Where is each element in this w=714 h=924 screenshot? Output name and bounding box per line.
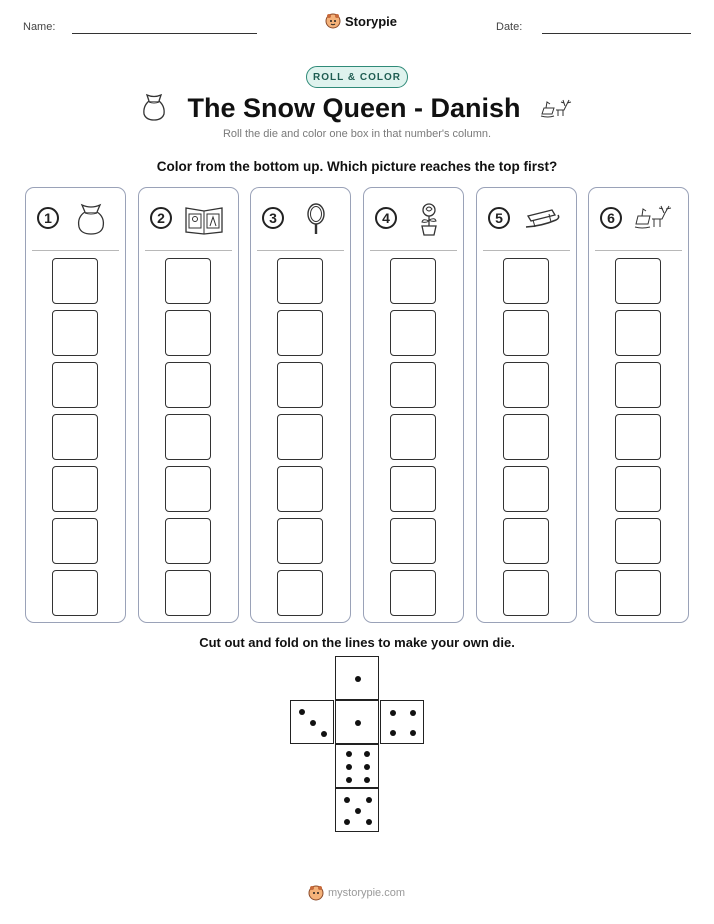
name-label: Name: (23, 21, 56, 33)
color-box[interactable] (615, 570, 661, 616)
column-number: 3 (262, 207, 284, 229)
pip (366, 797, 372, 803)
pip (390, 730, 396, 736)
color-box[interactable] (390, 362, 436, 408)
pip (355, 808, 361, 814)
footer (308, 885, 405, 901)
color-box[interactable] (52, 466, 98, 512)
die-face-5 (335, 788, 379, 832)
pip (344, 819, 350, 825)
column-number: 1 (37, 207, 59, 229)
title-text: The Snow Queen - Danish (187, 93, 521, 123)
die-face-1 (335, 656, 379, 700)
pip (344, 797, 350, 803)
color-box[interactable] (277, 258, 323, 304)
pip (355, 676, 361, 682)
color-box[interactable] (52, 362, 98, 408)
column-divider (257, 250, 344, 251)
pip (346, 751, 352, 757)
pip (299, 709, 305, 715)
column-4 (363, 187, 464, 623)
pip (410, 710, 416, 716)
pip (410, 730, 416, 736)
color-box[interactable] (52, 310, 98, 356)
color-box[interactable] (390, 518, 436, 564)
color-box[interactable] (503, 570, 549, 616)
instruction: Color from the bottom up. Which picture reaches the top first? (156, 159, 558, 174)
color-box[interactable] (390, 310, 436, 356)
color-box[interactable] (165, 310, 211, 356)
color-box[interactable] (165, 414, 211, 460)
pip (310, 720, 316, 726)
column-divider (595, 250, 682, 251)
brand-logo (325, 13, 397, 29)
mirror-icon (296, 202, 336, 236)
column-divider (145, 250, 232, 251)
die-face-3 (290, 700, 334, 744)
die-face-1 (335, 700, 379, 744)
color-box[interactable] (503, 466, 549, 512)
color-box[interactable] (390, 258, 436, 304)
page-title (0, 92, 714, 124)
column-divider (483, 250, 570, 251)
column-6 (588, 187, 689, 623)
color-box[interactable] (615, 466, 661, 512)
color-box[interactable] (615, 310, 661, 356)
book-icon (184, 202, 224, 236)
footer-url: mystorypie.com (328, 887, 406, 899)
sack-icon (71, 202, 111, 236)
pip (355, 720, 361, 726)
column-number: 5 (488, 207, 510, 229)
color-box[interactable] (390, 466, 436, 512)
color-box[interactable] (165, 258, 211, 304)
name-line[interactable] (72, 33, 257, 34)
pip (364, 777, 370, 783)
color-box[interactable] (277, 310, 323, 356)
column-number: 2 (150, 207, 172, 229)
die-face-4 (380, 700, 424, 744)
color-box[interactable] (615, 414, 661, 460)
color-box[interactable] (165, 362, 211, 408)
color-box[interactable] (277, 466, 323, 512)
column-number: 6 (600, 207, 622, 229)
pip (346, 764, 352, 770)
column-divider (370, 250, 457, 251)
color-box[interactable] (52, 258, 98, 304)
rose-icon (409, 202, 449, 236)
storypie-mascot-icon (325, 13, 341, 29)
color-box[interactable] (503, 518, 549, 564)
date-line[interactable] (542, 33, 691, 34)
column-1 (25, 187, 126, 623)
pip (364, 764, 370, 770)
column-5 (476, 187, 577, 623)
color-box[interactable] (277, 518, 323, 564)
brand-name: Storypie (345, 13, 398, 29)
pip (346, 777, 352, 783)
column-3 (250, 187, 351, 623)
pip (364, 751, 370, 757)
pip (366, 819, 372, 825)
color-box[interactable] (165, 570, 211, 616)
pip (390, 710, 396, 716)
date-label: Date: (496, 21, 523, 33)
die-net (290, 656, 426, 836)
color-box[interactable] (277, 570, 323, 616)
color-box[interactable] (615, 258, 661, 304)
color-box[interactable] (503, 258, 549, 304)
color-box[interactable] (277, 362, 323, 408)
color-box[interactable] (277, 414, 323, 460)
color-box[interactable] (615, 362, 661, 408)
reindeer-sleigh-icon (634, 202, 674, 236)
color-box[interactable] (165, 466, 211, 512)
color-box[interactable] (615, 518, 661, 564)
color-box[interactable] (165, 518, 211, 564)
color-box[interactable] (503, 362, 549, 408)
roll-color-badge: ROLL & COLOR (306, 66, 408, 88)
pip (321, 731, 327, 737)
color-box[interactable] (503, 310, 549, 356)
column-divider (32, 250, 119, 251)
color-box[interactable] (52, 570, 98, 616)
color-box[interactable] (52, 414, 98, 460)
storypie-mascot-icon (308, 885, 324, 901)
column-2 (138, 187, 239, 623)
color-box[interactable] (390, 414, 436, 460)
color-box[interactable] (52, 518, 98, 564)
reindeer-sleigh-icon (540, 96, 574, 120)
color-box[interactable] (503, 414, 549, 460)
column-number: 4 (375, 207, 397, 229)
sled-icon (522, 202, 562, 236)
color-box[interactable] (390, 570, 436, 616)
subtitle: Roll the die and color one box in that number's column. (222, 128, 492, 140)
die-instruction: Cut out and fold on the lines to make your own die. (199, 635, 515, 650)
die-face-6 (335, 744, 379, 788)
sack-icon (140, 92, 168, 122)
